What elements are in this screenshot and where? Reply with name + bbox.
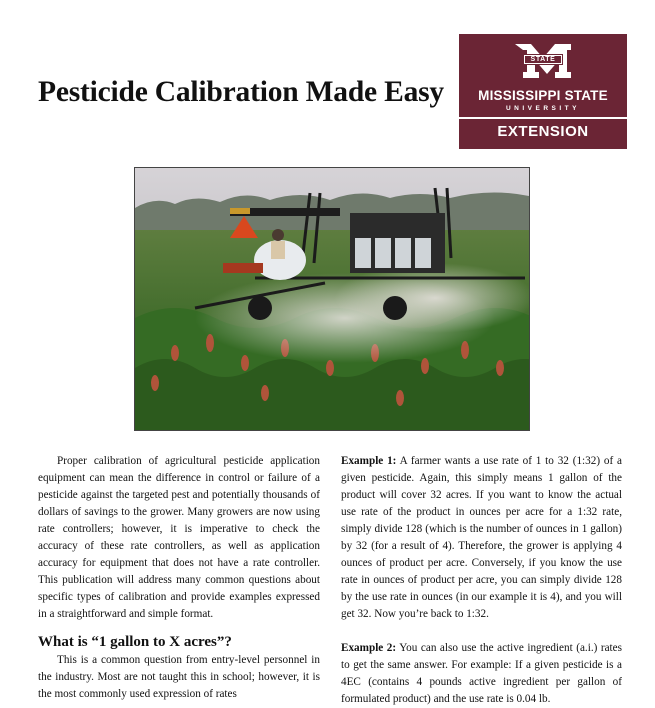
- example-2-text: You can also use the active ingredient (a.i.) rates to get the same answer. For example: If a given pesticide is a 4EC (contains 4 pounds active ingredient per gallon of formulated product) and the use rate is 0.04 lb.: [341, 642, 622, 705]
- sprayer-photo: [134, 167, 530, 431]
- example-1-label: Example 1:: [341, 455, 397, 467]
- section-paragraph: This is a common question from entry-level personnel in the industry. Most are not taught this in school; however, it is the most commonly used expression of rates: [38, 654, 320, 700]
- page-title: Pesticide Calibration Made Easy: [38, 76, 444, 108]
- example-2-paragraph: [341, 640, 622, 708]
- msu-extension-logo: [459, 34, 627, 149]
- logo-badge-text: STATE: [530, 56, 556, 63]
- left-column: [38, 453, 320, 703]
- logo-divider: [459, 117, 627, 119]
- logo-university-word: UNIVERSITY: [505, 105, 580, 112]
- section-heading: What is “1 gallon to X acres”?: [38, 634, 232, 650]
- example-1-text: A farmer wants a use rate of 1 to 32 (1:32) of a given pesticide. Again, this simply means 1 gallon of the product will cover 32 acres. If you want to know the actual use rate of the product in ounces per acre for a 1:32 rate, simply divide 128 (which is the number of ounces in 1 gallon) by 32 (for a result of 4). Therefore, the grower is applying 4 ounces of product per acre. Conversely, if you know the use rate in ounces of product per acre, you can simply divide 128 by the use rate in ounces (in our example it is 4), and you will get 32. Now you’re back to 1:32.: [341, 455, 622, 620]
- logo-extension-text: EXTENSION: [497, 123, 589, 140]
- logo-university-name: MISSISSIPPI STATE: [478, 88, 608, 103]
- intro-paragraph: Proper calibration of agricultural pesticide application equipment can mean the difference in control or failure of a pesticide against the targeted pest and potentially thousands of dollars of savings to the grower. Many growers are now using rate controllers; however, it is imperative to check the accuracy of these rate controllers, as well as application accuracy for equipment that does not have a rate controller. This publication will address many common questions about specific types of calibration and provide examples expressed in a straightforward and simple format.: [38, 455, 320, 620]
- example-1-paragraph: [341, 453, 622, 623]
- right-column: [341, 453, 622, 708]
- field-sprayer-illustration: [135, 168, 529, 430]
- example-2-label: Example 2:: [341, 642, 397, 654]
